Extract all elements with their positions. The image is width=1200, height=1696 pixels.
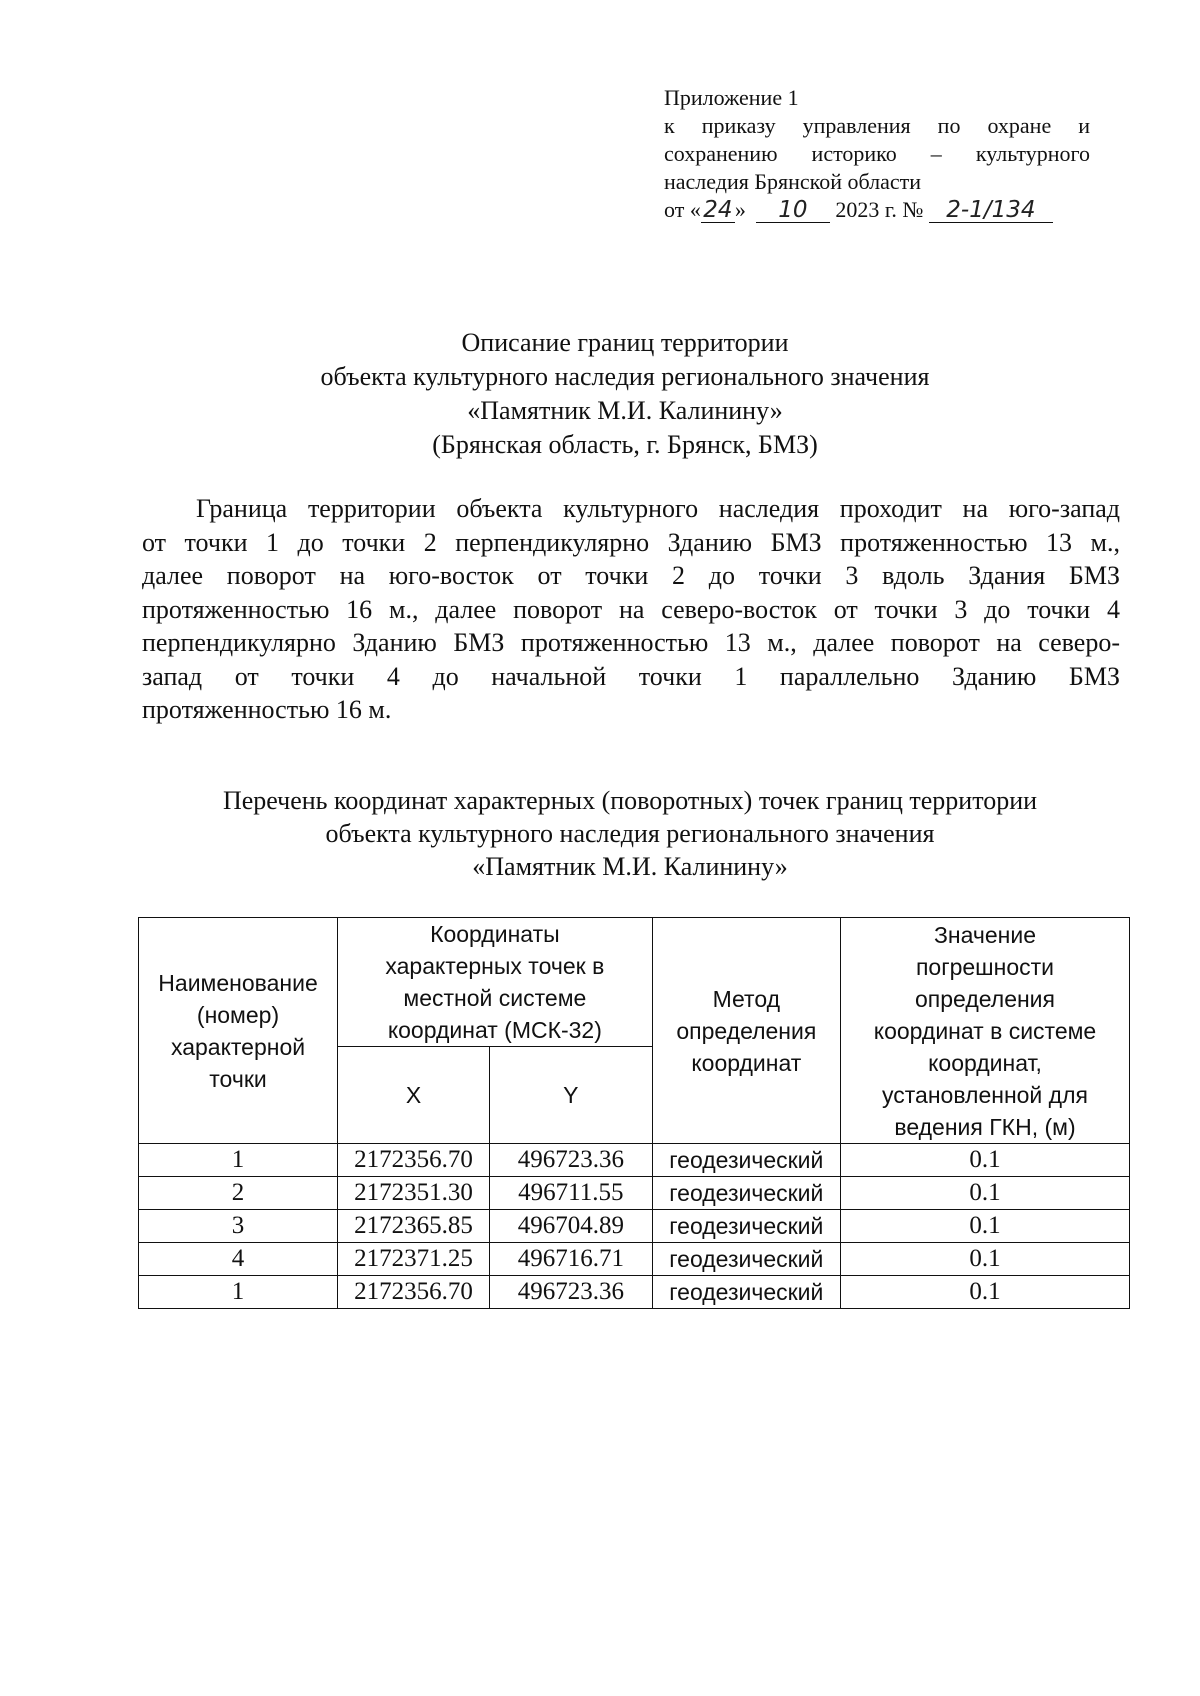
table-row	[139, 1177, 1130, 1210]
appendix-order-ref-2: сохранению историко – культурного	[664, 141, 1090, 166]
coordinates-table	[138, 917, 1130, 1309]
header-error-line: погрешности	[915, 953, 1055, 980]
appendix-order-ref: к приказу управления по охране и	[664, 113, 1090, 138]
description-line-5: перпендикулярно Зданию БМЗ протяженностью 13 м., далее поворот на северо-	[142, 628, 1120, 657]
cell-method: геодезический	[652, 1210, 840, 1243]
document-title	[130, 326, 1120, 462]
cell-method: геодезический	[652, 1177, 840, 1210]
description-line-6: запад от точки 4 до начальной точки 1 параллельно Зданию БМЗ	[142, 661, 1120, 691]
cell-y: 496723.36	[490, 1276, 653, 1309]
date-prefix: от «	[664, 197, 701, 222]
table-header-row	[139, 918, 1130, 1047]
header-error-line: ведения ГКН, (м)	[894, 1113, 1076, 1140]
cell-error: 0.1	[841, 1276, 1130, 1309]
cell-x: 2172371.25	[338, 1243, 490, 1276]
cell-error: 0.1	[841, 1177, 1130, 1210]
header-method-line: координат	[691, 1049, 802, 1076]
subtitle-line-1: Перечень координат характерных (поворотных) точек границ территории	[222, 786, 1038, 815]
header-point-line: точки	[209, 1065, 267, 1092]
cell-point: 1	[139, 1144, 338, 1177]
title-line-3: «Памятник М.И. Калинину»	[467, 396, 783, 425]
description-line-4: протяженностью 16 м., далее поворот на северо-восток от точки 3 до точки 4	[142, 594, 1120, 624]
cell-x: 2172356.70	[338, 1144, 490, 1177]
cell-x: 2172351.30	[338, 1177, 490, 1210]
header-point-name	[139, 918, 338, 1144]
cell-x: 2172356.70	[338, 1276, 490, 1309]
header-error-line: Значение	[934, 921, 1036, 948]
cell-error: 0.1	[841, 1243, 1130, 1276]
cell-point: 3	[139, 1210, 338, 1243]
cell-point: 2	[139, 1177, 338, 1210]
cell-x: 2172365.85	[338, 1210, 490, 1243]
header-error-line: определения	[915, 985, 1055, 1012]
header-coords-line: характерных точек в	[385, 953, 605, 979]
description-line-1: Граница территории объекта культурного наследия проходит на юго-запад	[196, 494, 1120, 523]
cell-method: геодезический	[652, 1276, 840, 1309]
cell-point: 1	[139, 1276, 338, 1309]
date-year: 2023 г. №	[835, 197, 924, 222]
coordinates-list-title	[130, 784, 1130, 883]
cell-error: 0.1	[841, 1144, 1130, 1177]
title-line-4: (Брянская область, г. Брянск, БМЗ)	[432, 430, 818, 459]
title-line-1: Описание границ территории	[461, 328, 789, 357]
cell-method: геодезический	[652, 1144, 840, 1177]
header-error-line: координат в системе	[873, 1017, 1097, 1044]
appendix-header	[664, 84, 1090, 224]
subtitle-line-2: объекта культурного наследия регионального значения	[325, 819, 935, 848]
header-coords-line: Координаты	[430, 921, 560, 947]
date-day-handwritten: 24	[701, 198, 735, 223]
cell-y: 496716.71	[490, 1243, 653, 1276]
table-row	[139, 1276, 1130, 1309]
header-point-line: (номер)	[196, 1001, 280, 1028]
order-number-handwritten: 2-1/134	[929, 198, 1053, 223]
header-x: X	[338, 1047, 490, 1144]
title-line-2: объекта культурного наследия регионального значения	[320, 362, 930, 391]
table-row	[139, 1144, 1130, 1177]
cell-y: 496723.36	[490, 1144, 653, 1177]
header-point-line: характерной	[170, 1033, 306, 1060]
header-coords-line: местной системе	[403, 985, 587, 1011]
appendix-region: наследия Брянской области	[664, 169, 922, 194]
date-mid: »	[734, 197, 746, 222]
table-row	[139, 1210, 1130, 1243]
description-line-7: протяженностью 16 м.	[142, 695, 392, 724]
cell-y: 496704.89	[490, 1210, 653, 1243]
header-method-line: Метод	[712, 985, 781, 1012]
cell-point: 4	[139, 1243, 338, 1276]
header-coords-line: координат (МСК-32)	[387, 1017, 602, 1043]
header-error-line: координат,	[928, 1049, 1042, 1076]
boundary-description	[142, 492, 1120, 727]
header-point-line: Наименование	[158, 969, 318, 996]
header-coordinates	[338, 918, 653, 1047]
cell-y: 496711.55	[490, 1177, 653, 1210]
header-method	[652, 918, 840, 1144]
date-month-handwritten: 10	[756, 198, 830, 223]
appendix-number: Приложение 1	[664, 85, 799, 110]
header-method-line: определения	[676, 1017, 817, 1044]
header-y: Y	[490, 1047, 653, 1144]
description-line-2: от точки 1 до точки 2 перпендикулярно Зданию БМЗ протяженностью 13 м.,	[142, 527, 1120, 557]
subtitle-line-3: «Памятник М.И. Калинину»	[472, 852, 788, 881]
header-error-line: установленной для	[882, 1081, 1088, 1108]
appendix-date-line	[664, 196, 1090, 224]
cell-method: геодезический	[652, 1243, 840, 1276]
table-row	[139, 1243, 1130, 1276]
description-line-3: далее поворот на юго-восток от точки 2 до точки 3 вдоль Здания БМЗ	[142, 561, 1120, 590]
cell-error: 0.1	[841, 1210, 1130, 1243]
header-error-value	[841, 918, 1130, 1144]
